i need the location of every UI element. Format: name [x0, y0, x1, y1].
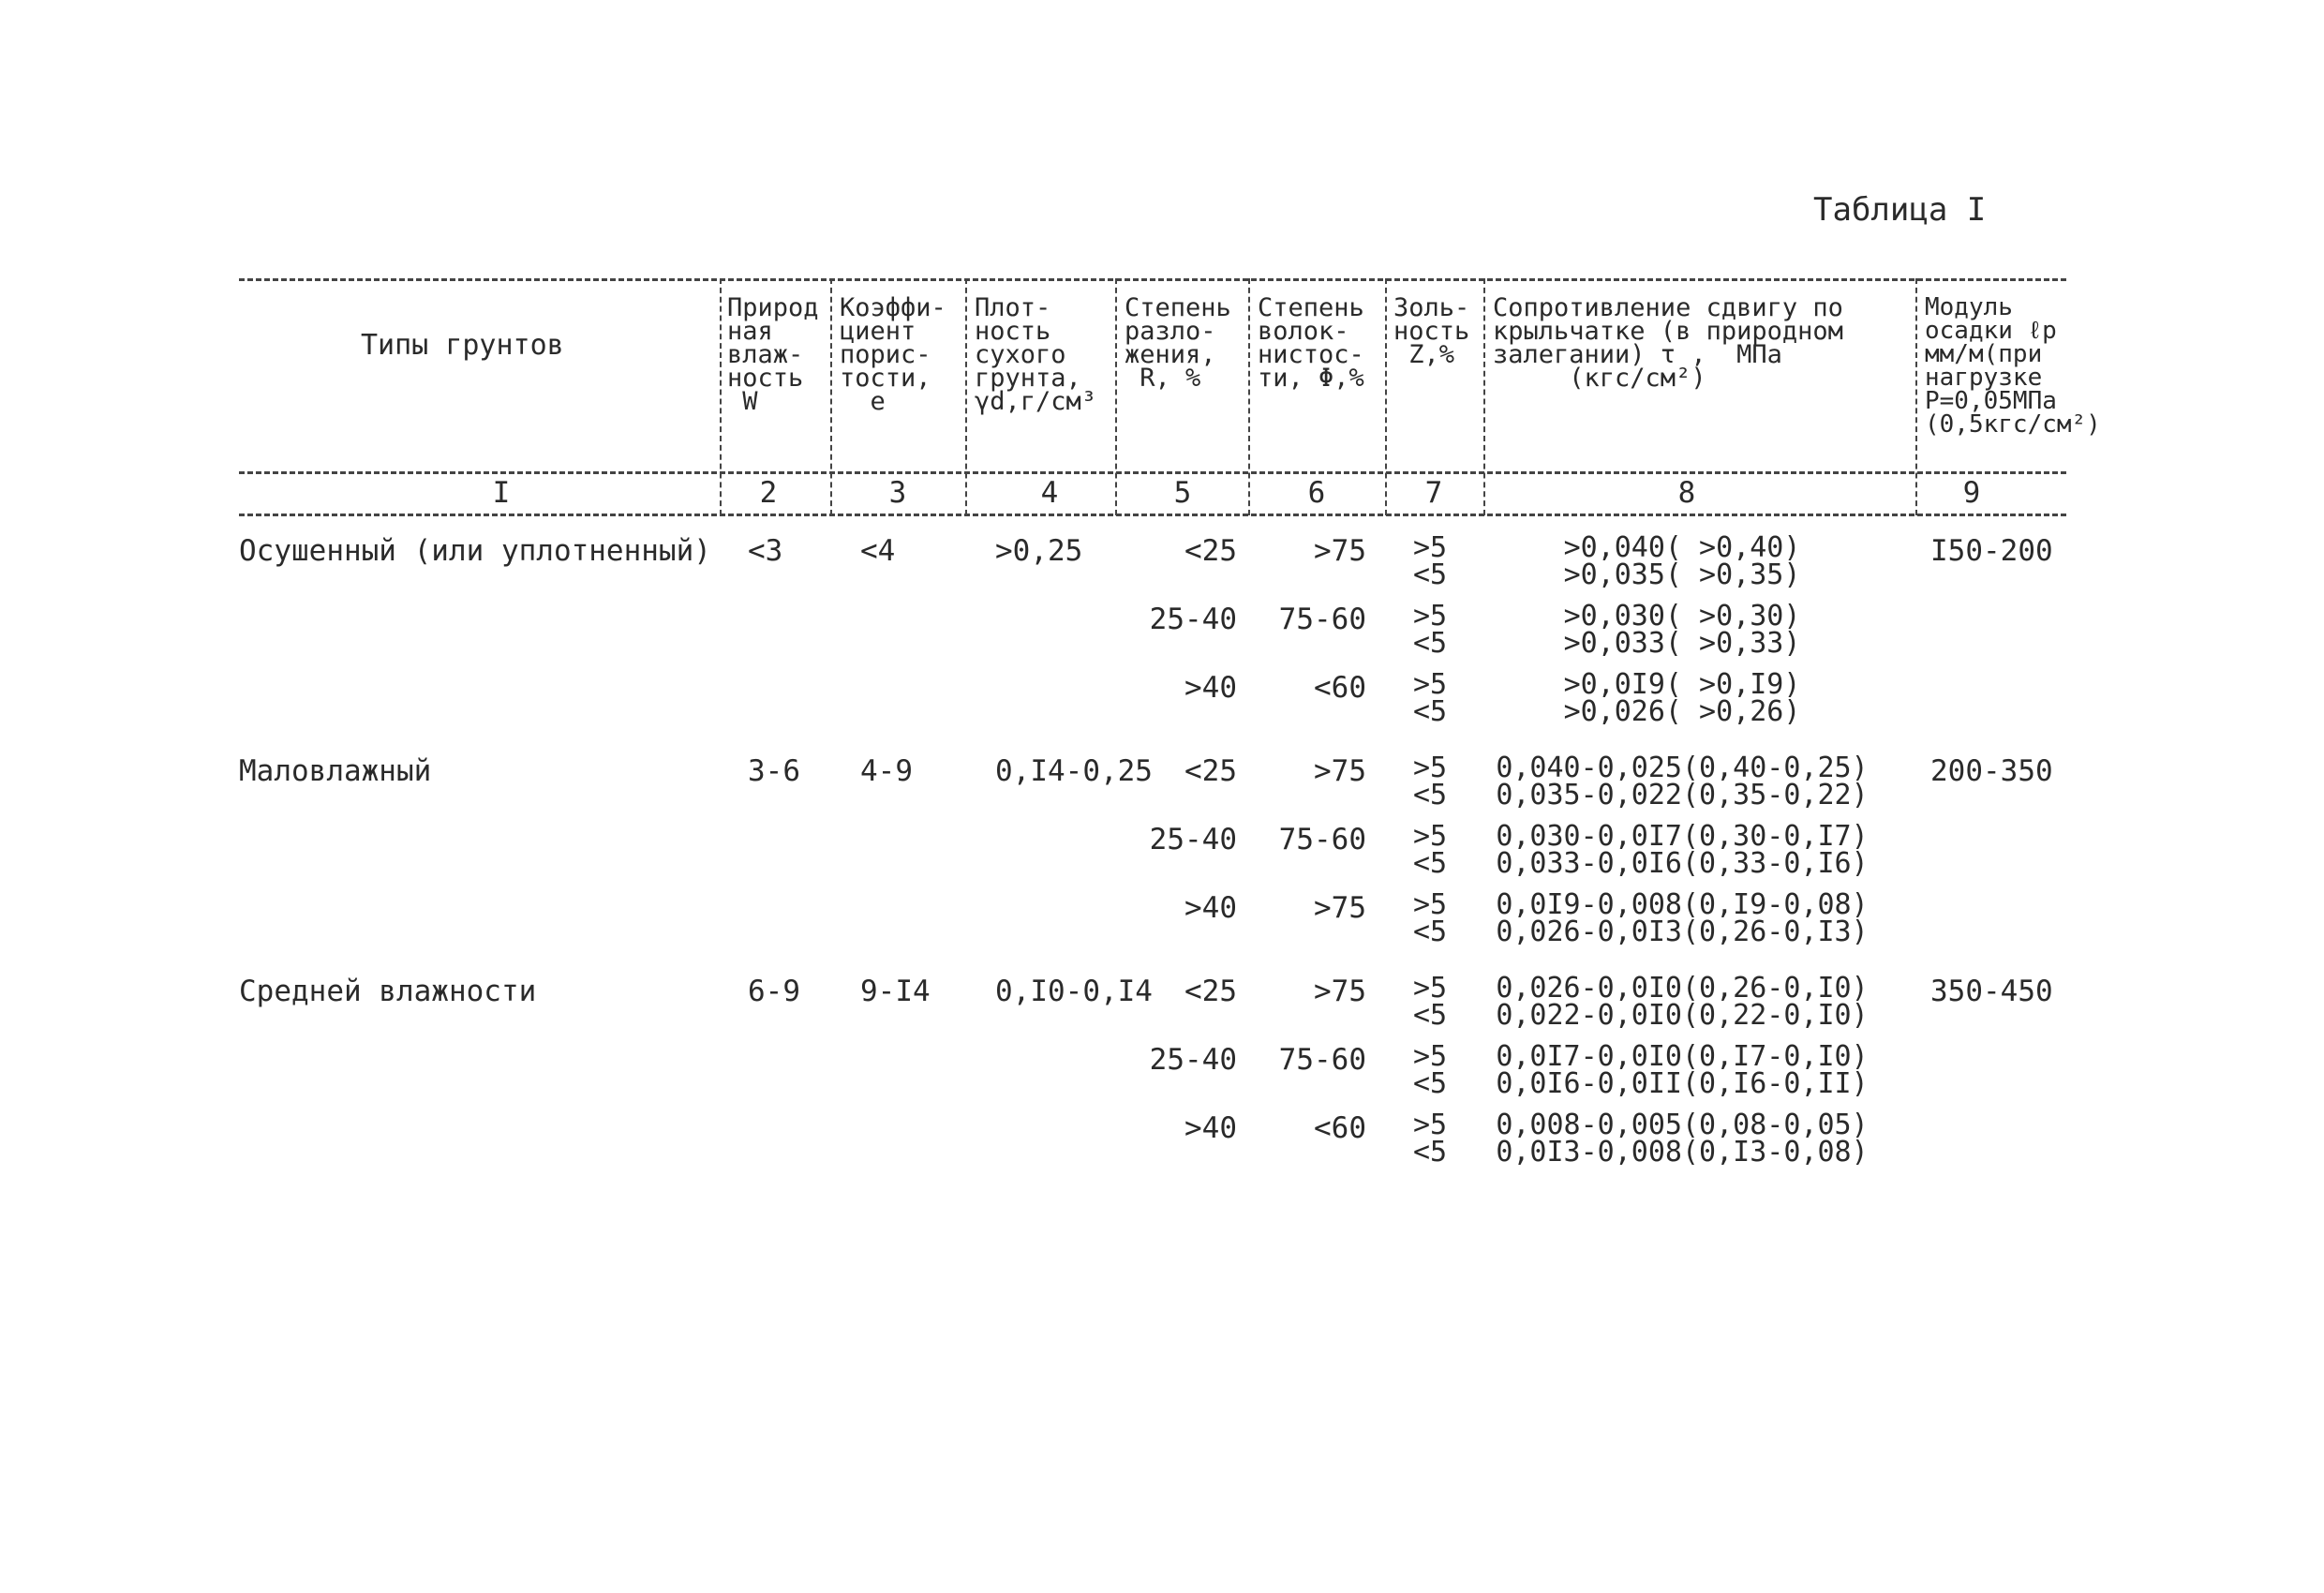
fibrousness-cell: <60: [1314, 1111, 1366, 1145]
decomposition-cell: <25: [1184, 534, 1237, 568]
column-number: 4: [1040, 476, 1059, 510]
header-moisture: Природ ная влаж- ность W: [727, 293, 819, 416]
shear-resistance-cell: 0,040-0,025(0,40-0,25) 0,035-0,022(0,35-0,22): [1496, 752, 1869, 811]
column-separator: [1248, 278, 1250, 515]
column-separator: [720, 278, 722, 515]
column-separator: [1385, 278, 1387, 515]
ash-cell: >5 <5: [1413, 600, 1448, 660]
fibrousness-cell: 75-60: [1278, 603, 1366, 636]
ash-cell: >5 <5: [1413, 888, 1448, 948]
column-number: I: [492, 476, 511, 510]
fibrousness-cell: >75: [1314, 891, 1366, 925]
header-porosity: Коэффи- циент порис- тости, e: [840, 293, 946, 416]
column-separator: [965, 278, 967, 515]
shear-resistance-cell: >0,0I9( >0,I9) >0,026( >0,26): [1563, 668, 1801, 728]
ash-cell: >5 <5: [1413, 668, 1448, 728]
fibrousness-cell: >75: [1314, 534, 1366, 568]
ash-cell: >5 <5: [1413, 1040, 1448, 1100]
decomposition-cell: <25: [1184, 975, 1237, 1008]
soil-type-cell: Средней влажности: [239, 975, 537, 1008]
decomposition-cell: 25-40: [1149, 823, 1237, 856]
ash-cell: >5 <5: [1413, 972, 1448, 1032]
decomposition-cell: 25-40: [1149, 603, 1237, 636]
modulus-cell: 200-350: [1930, 754, 2053, 788]
header-fibrousness: Степень волок- нистос- ти, Φ,%: [1258, 293, 1364, 393]
column-separator: [1915, 278, 1917, 515]
shear-resistance-cell: >0,030( >0,30) >0,033( >0,33): [1563, 600, 1801, 660]
shear-resistance-cell: 0,0I9-0,008(0,I9-0,08) 0,026-0,0I3(0,26-0,I3): [1496, 888, 1869, 948]
header-ash: Золь- ность Z,%: [1393, 293, 1470, 369]
moisture-cell: <3: [748, 534, 783, 568]
column-separator: [1483, 278, 1485, 515]
column-separator: [830, 278, 832, 515]
fibrousness-cell: >75: [1314, 975, 1366, 1008]
ash-cell: >5 <5: [1413, 820, 1448, 880]
column-separator: [1115, 278, 1117, 515]
header-types: Типы грунтов: [361, 329, 564, 362]
decomposition-cell: >40: [1184, 671, 1237, 705]
density-cell: 0,I4-0,25: [995, 754, 1153, 788]
header-bottom-rule: [239, 471, 2066, 474]
table-top-rule: [239, 278, 2066, 281]
moisture-cell: 6-9: [748, 975, 800, 1008]
column-number: 6: [1307, 476, 1326, 510]
column-number: 7: [1424, 476, 1443, 510]
shear-resistance-cell: 0,030-0,0I7(0,30-0,I7) 0,033-0,0I6(0,33-0,I6): [1496, 820, 1869, 880]
header-density: Плот- ность сухого грунта, γd,г/см³: [975, 293, 1097, 416]
soil-type-cell: Осушенный (или уплотненный): [239, 534, 711, 568]
density-cell: >0,25: [995, 534, 1083, 568]
fibrousness-cell: 75-60: [1278, 823, 1366, 856]
porosity-cell: 9-I4: [860, 975, 931, 1008]
modulus-cell: 350-450: [1930, 975, 2053, 1008]
table-caption: Таблица I: [1813, 191, 1987, 229]
decomposition-cell: >40: [1184, 1111, 1237, 1145]
column-number: 2: [759, 476, 778, 510]
soil-type-cell: Маловлажный: [239, 754, 432, 788]
ash-cell: >5 <5: [1413, 531, 1448, 591]
decomposition-cell: >40: [1184, 891, 1237, 925]
modulus-cell: I50-200: [1930, 534, 2053, 568]
decomposition-cell: <25: [1184, 754, 1237, 788]
shear-resistance-cell: 0,026-0,0I0(0,26-0,I0) 0,022-0,0I0(0,22-0,I0): [1496, 972, 1869, 1032]
fibrousness-cell: 75-60: [1278, 1043, 1366, 1077]
column-number: 8: [1677, 476, 1696, 510]
column-number: 3: [888, 476, 907, 510]
shear-resistance-cell: 0,0I7-0,0I0(0,I7-0,I0) 0,0I6-0,0II(0,I6-0,II): [1496, 1040, 1869, 1100]
header-modulus: Модуль осадки ℓp мм/м(при нагрузке Р=0,05МПа (0,5кгс/см²): [1925, 293, 2101, 439]
header-shear: Сопротивление сдвигу по крыльчатке (в природном залегании) τ , МПа (кгс/см²): [1493, 293, 1843, 393]
shear-resistance-cell: >0,040( >0,40) >0,035( >0,35): [1563, 531, 1801, 591]
numbers-bottom-rule: [239, 514, 2066, 516]
moisture-cell: 3-6: [748, 754, 800, 788]
decomposition-cell: 25-40: [1149, 1043, 1237, 1077]
header-decomposition: Степень разло- жения, R, %: [1125, 293, 1231, 393]
density-cell: 0,I0-0,I4: [995, 975, 1153, 1008]
porosity-cell: <4: [860, 534, 896, 568]
column-number: 9: [1962, 476, 1981, 510]
porosity-cell: 4-9: [860, 754, 913, 788]
ash-cell: >5 <5: [1413, 752, 1448, 811]
ash-cell: >5 <5: [1413, 1109, 1448, 1169]
shear-resistance-cell: 0,008-0,005(0,08-0,05) 0,0I3-0,008(0,I3-0,08): [1496, 1109, 1869, 1169]
column-number: 5: [1173, 476, 1192, 510]
fibrousness-cell: <60: [1314, 671, 1366, 705]
fibrousness-cell: >75: [1314, 754, 1366, 788]
